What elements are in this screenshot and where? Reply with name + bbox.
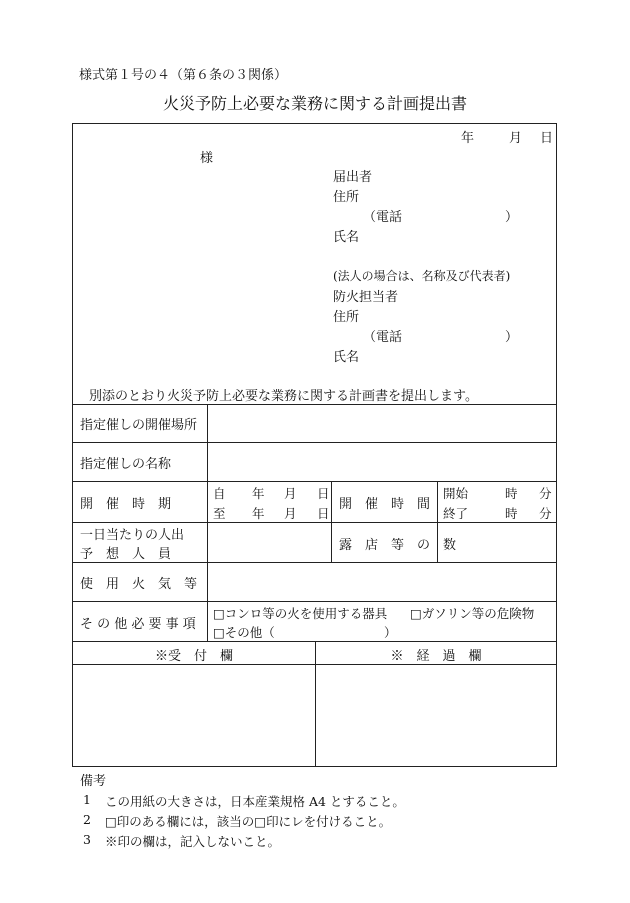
start-hour-field[interactable]: 時 [505, 486, 518, 501]
note-text: この用紙の大きさは，日本産業規格 A4 とすること。 [105, 794, 405, 809]
divider [331, 481, 332, 562]
notes-heading: 備考 [80, 774, 107, 789]
time-label: 開 催 時 間 [339, 497, 431, 512]
fire-manager-name-field[interactable]: 氏名 [333, 350, 360, 365]
period-to-year[interactable]: 年 [252, 506, 265, 521]
reception-header: ※受 付 欄 [154, 649, 233, 664]
end-time-label: 終了 [443, 506, 469, 521]
start-time-label: 開始 [443, 486, 469, 501]
notifier-name-field[interactable]: 氏名 [333, 230, 360, 245]
date-day-field[interactable]: 日 [540, 131, 554, 146]
period-from-year[interactable]: 年 [252, 486, 265, 501]
period-to-day[interactable]: 日 [317, 506, 330, 521]
note-number: 1 [83, 792, 91, 807]
start-minute-field[interactable]: 分 [539, 486, 552, 501]
fire-manager-phone-field[interactable]: （電話 [363, 330, 403, 345]
option-other-checkbox[interactable]: □その他（ [213, 625, 275, 640]
period-label: 開 催 時 期 [80, 497, 172, 512]
option-gasoline-checkbox[interactable]: □ガソリン等の危険物 [410, 606, 535, 621]
note-number: 2 [83, 812, 91, 827]
attendance-label-line1: 一日当たりの人出 [80, 528, 185, 543]
notifier-heading: 届出者 [333, 170, 373, 185]
divider [73, 601, 556, 602]
fire-manager-address-field[interactable]: 住所 [333, 310, 360, 325]
period-to-month[interactable]: 月 [284, 506, 297, 521]
form-id: 様式第１号の４（第６条の３関係） [79, 68, 288, 83]
progress-header: ※ 経 過 欄 [390, 649, 482, 664]
option-other-close: ） [384, 625, 397, 640]
stalls-label: 露 店 等 の 数 [339, 538, 457, 553]
period-to-prefix: 至 [213, 506, 226, 521]
attendance-label-line2: 予 想 人 員 [80, 547, 172, 562]
period-from-month[interactable]: 月 [284, 486, 297, 501]
document-title: 火災予防上必要な業務に関する計画提出書 [162, 94, 467, 113]
note-text: □印のある欄には，該当の□印にレを付けること。 [105, 814, 392, 829]
submission-statement: 別添のとおり火災予防上必要な業務に関する計画書を提出します。 [89, 389, 478, 404]
end-hour-field[interactable]: 時 [505, 506, 518, 521]
venue-label: 指定催しの開催場所 [80, 418, 198, 433]
divider [207, 404, 208, 641]
note-text: ※印の欄は，記入しないこと。 [105, 834, 281, 849]
end-minute-field[interactable]: 分 [539, 506, 552, 521]
corp-note: (法人の場合は、名称及び代表者) [333, 269, 511, 283]
event-name-label: 指定催しの名称 [80, 457, 172, 472]
option-stove-checkbox[interactable]: □コンロ等の火を使用する器具 [213, 606, 388, 621]
addressee-field[interactable]: 様 [200, 151, 214, 166]
date-year-field[interactable]: 年 [461, 131, 475, 146]
period-from-day[interactable]: 日 [317, 486, 330, 501]
divider [73, 404, 556, 405]
form-table [72, 123, 557, 767]
period-from-prefix: 自 [213, 486, 226, 501]
divider [73, 562, 556, 563]
other-items-label: そ の 他 必 要 事 項 [80, 617, 196, 632]
divider [73, 481, 556, 482]
divider [73, 442, 556, 443]
notifier-phone-field[interactable]: （電話 [363, 210, 403, 225]
fire-equipment-label: 使 用 火 気 等 [80, 577, 198, 592]
date-month-field[interactable]: 月 [509, 131, 523, 146]
note-number: 3 [83, 832, 91, 847]
fire-manager-phone-close: ） [505, 330, 519, 345]
divider [73, 522, 556, 523]
fire-manager-heading: 防火担当者 [333, 290, 399, 305]
notifier-phone-close: ） [505, 210, 519, 225]
notifier-address-field[interactable]: 住所 [333, 190, 360, 205]
